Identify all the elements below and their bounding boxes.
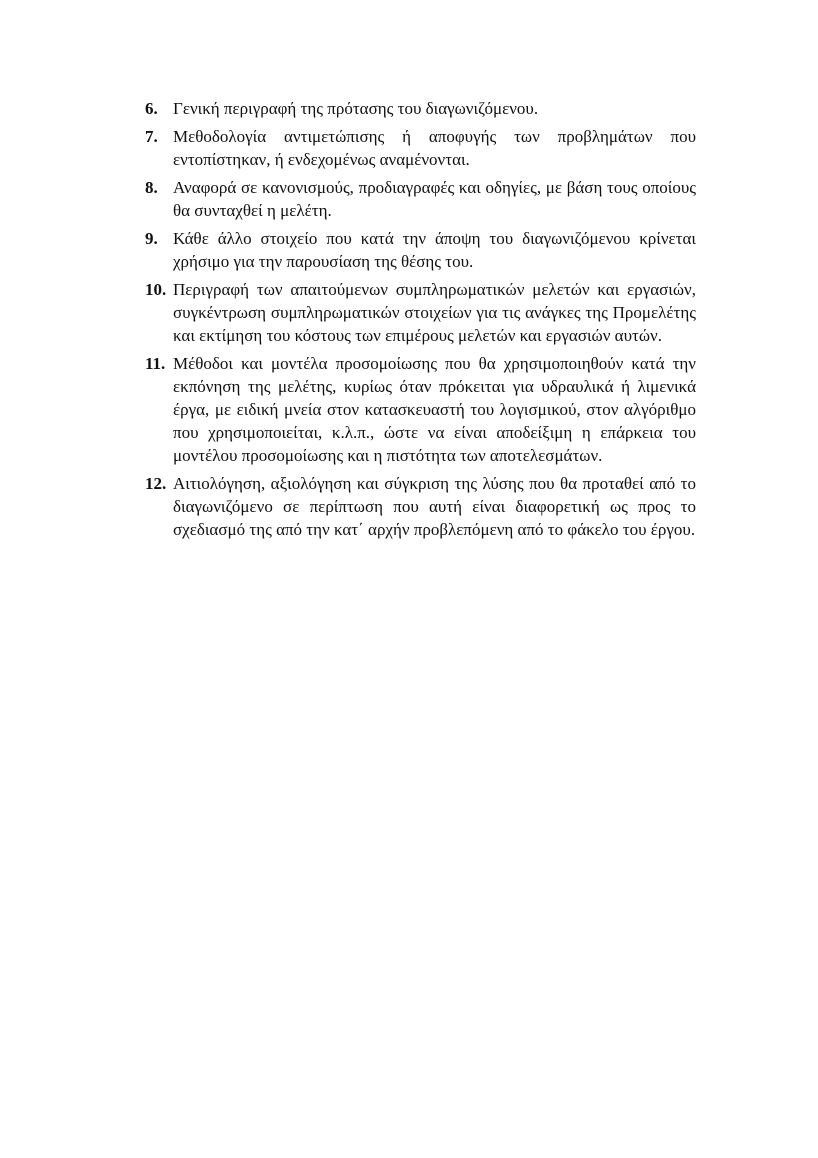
list-item-text: Αναφορά σε κανονισμούς, προδιαγραφές και οδηγίες, με βάση τους οποίους θα συνταχθεί η μελέτη. <box>173 178 696 220</box>
list-item <box>145 278 696 347</box>
list-item-number: 7. <box>145 127 158 146</box>
list-item-text: Κάθε άλλο στοιχείο που κατά την άποψη του διαγωνιζόμενου κρίνεται χρήσιμο για την παρουσίαση της θέσης του. <box>173 229 696 271</box>
list-item-text: Περιγραφή των απαιτούμενων συμπληρωματικών μελετών και εργασιών, συγκέντρωση συμπληρωματικών στοιχείων για τις ανάγκες της Προμελέτης και εκτίμηση του κόστους των επιμέρους μελετών και εργασιών αυτών. <box>173 280 696 345</box>
numbered-list <box>145 97 696 546</box>
list-item-number: 10. <box>145 280 167 299</box>
list-item <box>145 176 696 222</box>
list-item-text: Αιτιολόγηση, αξιολόγηση και σύγκριση της λύσης που θα προταθεί από το διαγωνιζόμενο σε περίπτωση που αυτή είναι διαφορετική ως προς το σχεδιασμό της από την κατ΄ αρχήν προβλεπόμενη από το φάκελο του έργου. <box>173 474 696 539</box>
list-item-text: Μέθοδοι και μοντέλα προσομοίωσης που θα χρησιμοποιηθούν κατά την εκπόνηση της μελέτης, κυρίως όταν πρόκειται για υδραυλικά ή λιμενικά έργα, με ειδική μνεία στον κατασκευαστή του λογισμικού, στον αλγόριθμο που χρησιμοποιείται, κ.λ.π., ώστε να είναι αποδείξιμη η επάρκεια του μοντέλου προσομοίωσης και η πιστότητα των αποτελεσμάτων. <box>173 354 696 465</box>
list-item <box>145 472 696 541</box>
list-item-number: 8. <box>145 178 158 197</box>
list-item-number: 9. <box>145 229 158 248</box>
list-item <box>145 125 696 171</box>
list-item-text: Γενική περιγραφή της πρότασης του διαγωνιζόμενου. <box>173 99 539 118</box>
list-item-number: 6. <box>145 99 158 118</box>
list-item <box>145 97 696 120</box>
list-item <box>145 227 696 273</box>
list-item-number: 12. <box>145 474 167 493</box>
list-item-number: 11. <box>145 354 166 373</box>
list-item <box>145 352 696 467</box>
list-item-text: Μεθοδολογία αντιμετώπισης ή αποφυγής των προβλημάτων που εντοπίστηκαν, ή ενδεχομένως αναμένονται. <box>173 127 696 169</box>
